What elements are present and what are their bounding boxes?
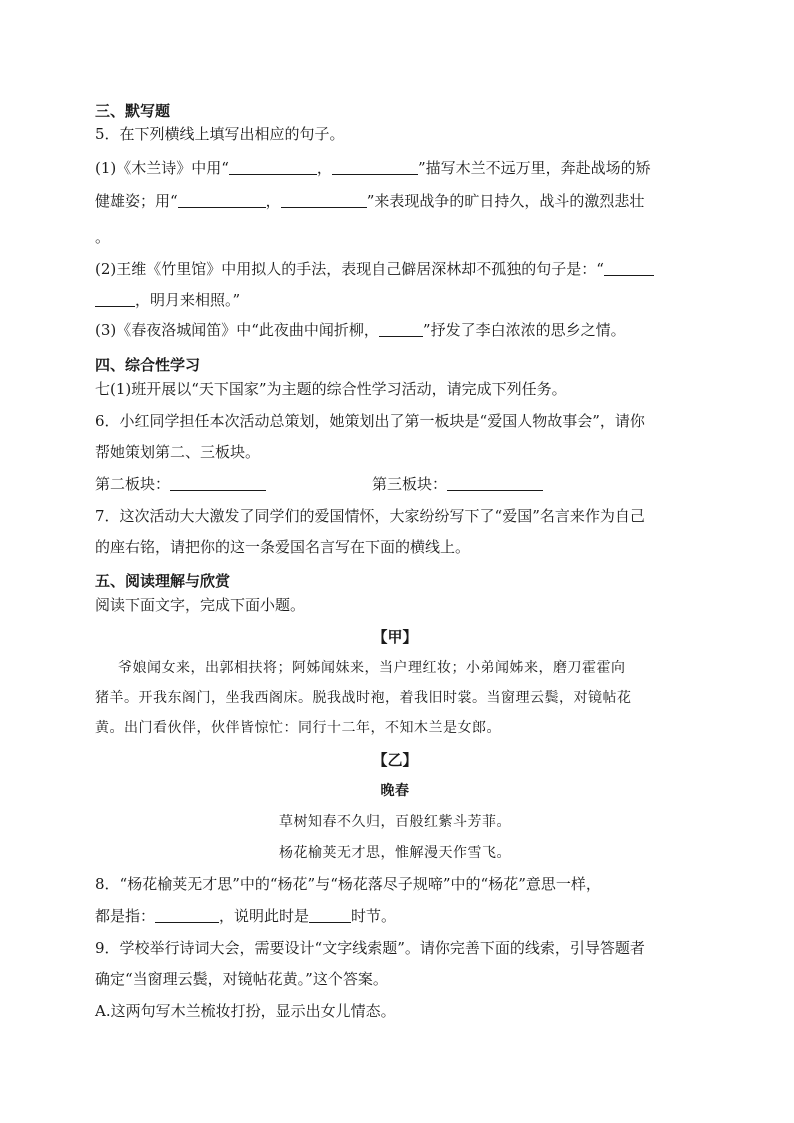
text: ，说明此时是 (219, 907, 310, 925)
question-9-line1: 9．学校举行诗词大会，需要设计“文字线索题”。请你完善下面的线索，引导答题者 (95, 939, 645, 957)
passage-jia-line: 猪羊。开我东阁门，坐我西阁床。脱我战时袍，着我旧时裳。当窗理云鬓，对镜帖花 (95, 690, 632, 706)
question-9-option-a: A.这两句写木兰梳妆打扮，显示出女儿情态。 (95, 1002, 396, 1020)
answer-blank[interactable] (155, 907, 219, 923)
question-6-answers (95, 474, 705, 494)
text: ，明月来相照。” (135, 291, 241, 309)
question-5-1-line3: 。 (95, 228, 111, 246)
poem-line: 杨花榆荚无才思，惟解漫天作雪飞。 (279, 845, 511, 861)
text: ， (316, 159, 332, 177)
answer-blank[interactable] (309, 907, 351, 923)
question-5-2-line2 (95, 290, 705, 310)
text: 健雄姿；用“ (95, 192, 178, 210)
text: 时节。 (351, 907, 397, 925)
block-3-blank[interactable] (447, 475, 543, 491)
section-heading-dictation: 三、默写题 (95, 102, 171, 120)
question-5-1-line2 (95, 191, 705, 211)
question-8-line2 (95, 906, 705, 926)
answer-blank[interactable] (604, 260, 654, 276)
section-heading-comprehensive-study: 四、综合性学习 (95, 356, 201, 374)
block-2-label: 第二板块： (95, 475, 171, 493)
text: ”抒发了李白浓浓的思乡之情。 (422, 321, 626, 339)
passage-jia-line: 爷娘闻女来，出郭相扶将；阿姊闻妹来，当户理红妆；小弟闻姊来，磨刀霍霍向 (118, 660, 626, 676)
question-5-3 (95, 320, 705, 340)
passage-jia-label: 【甲】 (372, 628, 418, 646)
question-7-line1: 7．这次活动大大激发了同学们的爱国情怀，大家纷纷写下了“爱国”名言来作为自己 (95, 507, 645, 525)
question-6-line1: 6．小红同学担任本次活动总策划，她策划出了第一板块是“爱国人物故事会”，请你 (95, 412, 645, 430)
answer-blank[interactable] (178, 192, 266, 208)
text: ， (265, 192, 281, 210)
answer-blank[interactable] (95, 291, 135, 307)
answer-blank[interactable] (332, 159, 418, 175)
text: ”描写木兰不远万里，奔赴战场的矫 (417, 159, 651, 177)
text: (1)《木兰诗》中用“ (95, 159, 229, 177)
text: ”来表现战争的旷日持久，战斗的激烈悲壮 (366, 192, 645, 210)
section-4-intro: 七(1)班开展以“天下国家”为主题的综合性学习活动，请完成下列任务。 (95, 380, 567, 398)
answer-blank[interactable] (379, 321, 423, 337)
question-5-2-line1 (95, 259, 705, 279)
block-2-blank[interactable] (170, 475, 266, 491)
section-5-intro: 阅读下面文字，完成下面小题。 (95, 596, 306, 614)
answer-blank[interactable] (229, 159, 317, 175)
poem-title: 晚春 (380, 783, 410, 799)
question-7-line2: 的座右铭，请把你的这一条爱国名言写在下面的横线上。 (95, 538, 471, 556)
text: (2)王维《竹里馆》中用拟人的手法，表现自己僻居深林却不孤独的句子是：“ (95, 260, 604, 278)
passage-yi-label: 【乙】 (372, 751, 418, 769)
question-6-line2: 帮她策划第二、三板块。 (95, 443, 261, 461)
question-5-intro: 5．在下列横线上填写出相应的句子。 (95, 125, 345, 143)
question-8-line1: 8．“杨花榆荚无才思”中的“杨花”与“杨花落尽子规啼”中的“杨花”意思一样， (95, 875, 601, 893)
passage-jia-line: 黄。出门看伙伴，伙伴皆惊忙：同行十二年，不知木兰是女郎。 (95, 720, 501, 736)
answer-blank[interactable] (281, 192, 367, 208)
question-9-line2: 确定“当窗理云鬓，对镜帖花黄。”这个答案。 (95, 970, 388, 988)
text: 都是指： (95, 907, 156, 925)
block-3-label: 第三板块： (372, 475, 448, 493)
section-heading-reading: 五、阅读理解与欣赏 (95, 572, 231, 590)
poem-line: 草树知春不久归，百般红紫斗芳菲。 (279, 814, 511, 830)
text: (3)《春夜洛城闻笛》中“此夜曲中闻折柳， (95, 321, 379, 339)
question-5-1-line1 (95, 158, 705, 178)
